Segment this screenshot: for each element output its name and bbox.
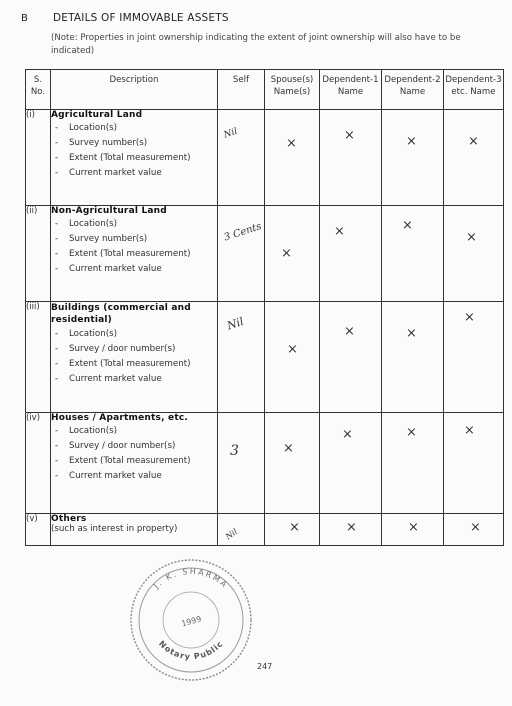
cell-dependent-1	[320, 514, 382, 546]
column-header-description: Description	[51, 70, 218, 110]
cell-spouse	[265, 206, 320, 302]
cell-dependent-3	[444, 206, 504, 302]
list-item: - Survey number(s)	[51, 234, 217, 245]
list-item: - Current market value	[51, 264, 217, 275]
cross-mark: ×	[466, 230, 477, 245]
list-item: - Survey number(s)	[51, 138, 217, 149]
cell-dependent-2	[382, 110, 444, 206]
cross-mark: ×	[281, 246, 292, 261]
cross-mark: ×	[283, 441, 294, 456]
cross-mark: ×	[406, 326, 417, 341]
list-item: - Location(s)	[51, 426, 217, 437]
list-item: - Location(s)	[51, 219, 217, 230]
handwritten-entry: Nil	[222, 126, 239, 141]
cell-dependent-2	[382, 302, 444, 413]
cross-mark: ×	[402, 218, 413, 233]
section-note: (Note: Properties in joint ownership indicating the extent of joint ownership will also have to be indicated)	[51, 33, 461, 56]
cross-mark: ×	[346, 520, 357, 535]
row-sno: (iii)	[26, 302, 51, 413]
row-category: Buildings (commercial and residential)	[51, 303, 191, 325]
list-item: - Current market value	[51, 168, 217, 179]
row-description	[51, 206, 218, 302]
row-category: Others	[51, 514, 87, 524]
seal-center-text: 1999	[180, 614, 203, 629]
cell-dependent-1	[320, 110, 382, 206]
list-item: - Extent (Total measurement)	[51, 359, 217, 370]
handwritten-entry: Nil	[225, 314, 246, 333]
column-header-self: Self	[218, 70, 265, 110]
cross-mark: ×	[406, 425, 417, 440]
cell-spouse	[265, 110, 320, 206]
list-item: - Extent (Total measurement)	[51, 456, 217, 467]
page-number: 247	[257, 662, 273, 671]
row-subtext: (such as interest in property)	[51, 524, 178, 534]
cell-spouse	[265, 413, 320, 514]
column-header-spouse: Spouse(s) Name(s)	[265, 70, 320, 110]
cell-dependent-3	[444, 302, 504, 413]
table-row	[26, 514, 504, 546]
row-category: Houses / Apartments, etc.	[51, 413, 188, 423]
cell-dependent-3	[444, 110, 504, 206]
row-sno: (iv)	[26, 413, 51, 514]
row-sno: (v)	[26, 514, 51, 546]
row-description	[51, 514, 218, 546]
cross-mark: ×	[468, 134, 479, 149]
cell-self	[218, 206, 265, 302]
cross-mark: ×	[470, 520, 481, 535]
cell-dependent-3	[444, 413, 504, 514]
cross-mark: ×	[464, 423, 475, 438]
notary-seal	[127, 556, 255, 684]
cell-self	[218, 514, 265, 546]
table-row	[26, 110, 504, 206]
column-header-dependent-2: Dependent-2 Name	[382, 70, 444, 110]
cell-dependent-3	[444, 514, 504, 546]
row-sno: (ii)	[26, 206, 51, 302]
cross-mark: ×	[289, 520, 300, 535]
list-item: - Extent (Total measurement)	[51, 249, 217, 260]
seal-inner-text: Notary Public	[156, 639, 225, 662]
cell-spouse	[265, 514, 320, 546]
cross-mark: ×	[344, 128, 355, 143]
row-category: Agricultural Land	[51, 110, 143, 120]
column-header-sno: S. No.	[26, 70, 51, 110]
cross-mark: ×	[342, 427, 353, 442]
list-item: - Location(s)	[51, 123, 217, 134]
list-item: - Current market value	[51, 374, 217, 385]
seal-outer-text: J. K. SHARMA	[152, 566, 230, 591]
row-description	[51, 413, 218, 514]
column-header-dependent-1: Dependent-1 Name	[320, 70, 382, 110]
cross-mark: ×	[344, 324, 355, 339]
cell-dependent-1	[320, 206, 382, 302]
svg-text:Notary Public	[157, 639, 225, 661]
cell-spouse	[265, 302, 320, 413]
table-row	[26, 206, 504, 302]
section-title: DETAILS OF IMMOVABLE ASSETS	[53, 12, 229, 24]
cell-dependent-2	[382, 413, 444, 514]
list-item: - Survey / door number(s)	[51, 344, 217, 355]
immovable-assets-table	[25, 69, 504, 546]
list-item: - Extent (Total measurement)	[51, 153, 217, 164]
row-description	[51, 302, 218, 413]
cell-self	[218, 302, 265, 413]
cell-self	[218, 110, 265, 206]
column-header-dependent-3: Dependent-3 etc. Name	[444, 70, 504, 110]
cross-mark: ×	[406, 134, 417, 149]
row-category: Non-Agricultural Land	[51, 206, 167, 216]
cell-self	[218, 413, 265, 514]
table-row	[26, 302, 504, 413]
list-item: - Survey / door number(s)	[51, 441, 217, 452]
cross-mark: ×	[287, 342, 298, 357]
svg-text:J. K. SHARMA	[151, 567, 230, 591]
cell-dependent-2	[382, 206, 444, 302]
cross-mark: ×	[408, 520, 419, 535]
cell-dependent-2	[382, 514, 444, 546]
handwritten-entry: Nil	[224, 527, 240, 542]
row-description	[51, 110, 218, 206]
section-letter: B	[21, 13, 28, 24]
cross-mark: ×	[464, 310, 475, 325]
handwritten-entry: 3 Cents	[222, 221, 263, 244]
cross-mark: ×	[286, 136, 297, 151]
cross-mark: ×	[334, 224, 345, 239]
list-item: - Current market value	[51, 471, 217, 482]
cell-dependent-1	[320, 413, 382, 514]
cell-dependent-1	[320, 302, 382, 413]
list-item: - Location(s)	[51, 329, 217, 340]
row-sno: (i)	[26, 110, 51, 206]
table-row	[26, 413, 504, 514]
handwritten-entry: 3	[230, 443, 239, 459]
